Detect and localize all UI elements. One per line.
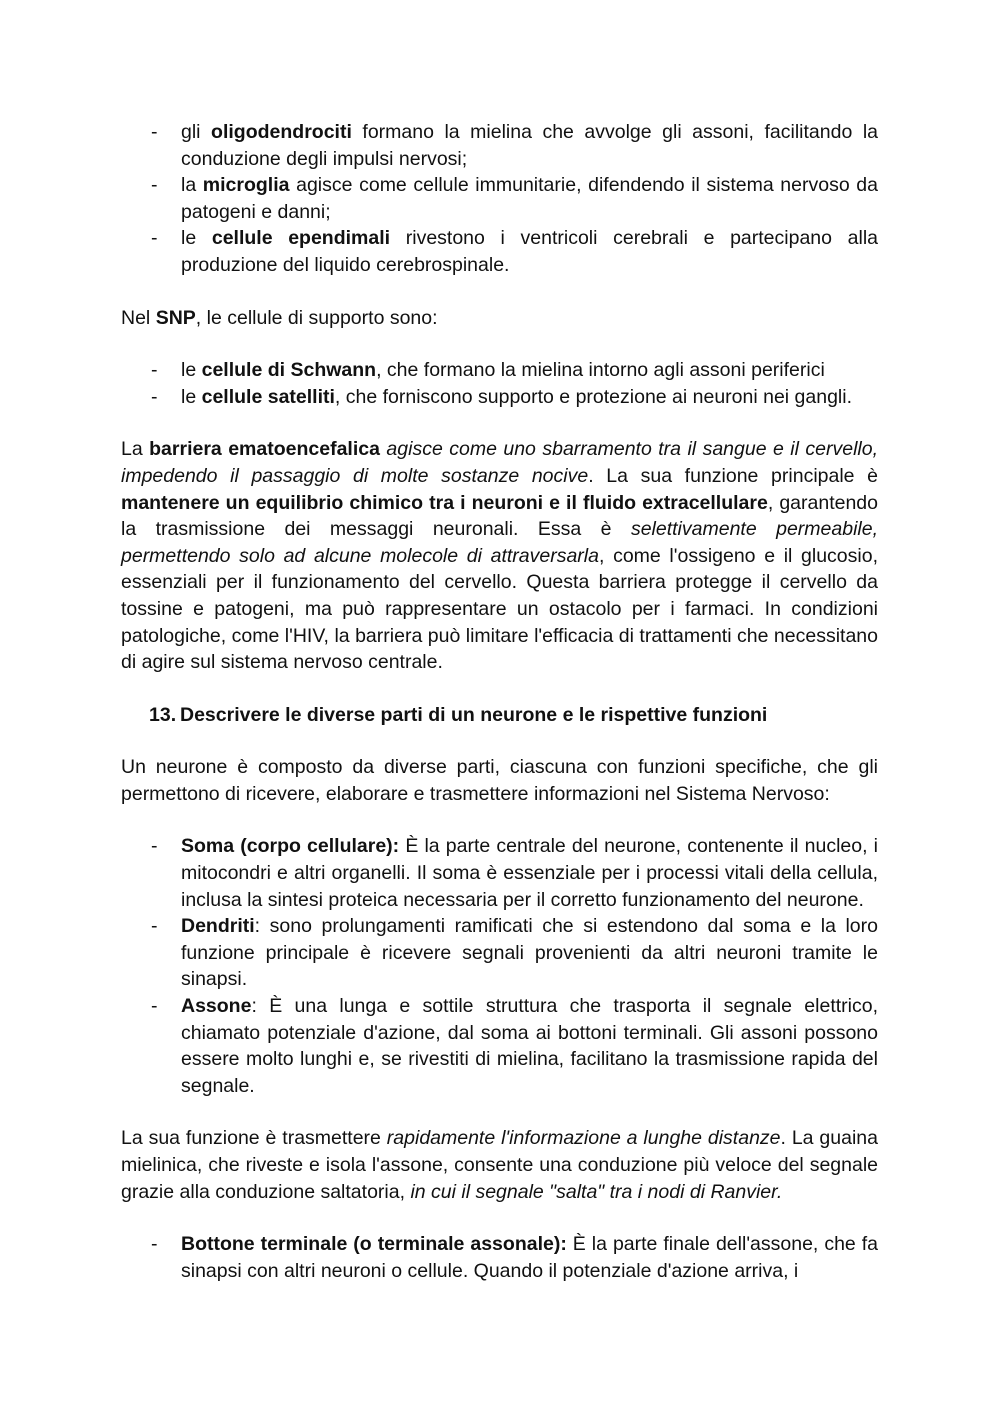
list-item: - gli oligodendrociti formano la mielina che avvolge gli assoni, facilitando la conduzione degli impulsi nervosi; — [121, 119, 878, 172]
list-item: - le cellule di Schwann, che formano la mielina intorno agli assoni periferici — [121, 357, 878, 384]
list-item: - la microglia agisce come cellule immunitarie, difendendo il sistema nervoso da patogeni e danni; — [121, 172, 878, 225]
neuron-intro-paragraph: Un neurone è composto da diverse parti, ciascuna con funzioni specifiche, che gli permettono di ricevere, elaborare e trasmettere informazioni nel Sistema Nervoso: — [121, 756, 878, 805]
list-item: - le cellule ependimali rivestono i ventricoli cerebrali e partecipano alla produzione del liquido cerebrospinale. — [121, 225, 878, 278]
list-item: - Assone: È una lunga e sottile struttura che trasporta il segnale elettrico, chiamato potenziale d'azione, dal soma ai bottoni terminali. Gli assoni possono essere molto lunghi e, se rivestiti di mielina, facilitano la trasmissione rapida del segnale. — [121, 993, 878, 1099]
list-item: - Bottone terminale (o terminale assonale): È la parte finale dell'assone, che fa sinapsi con altri neuroni o cellule. Quando il potenziale d'azione arriva, i — [121, 1231, 878, 1284]
list-item: - Dendriti: sono prolungamenti ramificati che si estendono dal soma e la loro funzione principale è ricevere segnali provenienti da altri neuroni tramite le sinapsi. — [121, 913, 878, 993]
neuron-parts-list — [121, 833, 878, 1099]
blood-brain-barrier-paragraph: La barriera ematoencefalica agisce come uno sbarramento tra il sangue e il cervello, impedendo il passaggio di molte sostanze nocive. La sua funzione principale è mantenere un equilibrio chimico tra i neuroni e il fluido extracellulare, garantendo la trasmissione dei messaggi neuronali. Essa è selettivamente permeabile, permettendo solo ad alcune molecole di attraversarla, come l'ossigeno e il glucosio, essenziali per il funzionamento del cervello. Questa barriera protegge il cervello da tossine e patogeni, ma può rappresentare un ostacolo per i farmaci. In condizioni patologiche, come l'HIV, la barriera può limitare l'efficacia di trattamenti che necessitano di agire sul sistema nervoso centrale. — [121, 438, 879, 674]
list-item: - Soma (corpo cellulare): È la parte centrale del neurone, contenente il nucleo, i mitocondri e altri organelli. Il soma è essenziale per i processi vitali della cellula, inclusa la sintesi proteica necessaria per il corretto funzionamento del neurone. — [121, 833, 878, 913]
section-number: 13. — [149, 703, 177, 726]
glia-snp-list — [121, 357, 878, 410]
list-item: - le cellule satelliti, che forniscono supporto e protezione ai neuroni nei gangli. — [121, 384, 878, 411]
snp-intro-paragraph: Nel SNP, le cellule di supporto sono: — [121, 306, 438, 329]
document-page — [121, 119, 878, 1284]
axon-function-paragraph: La sua funzione è trasmettere rapidamente l'informazione a lunghe distanze. La guaina mielinica, che riveste e isola l'assone, consente una conduzione più veloce del segnale grazie alla conduzione saltatoria, in cui il segnale "salta" tra i nodi di Ranvier. — [121, 1127, 878, 1203]
section-heading — [121, 702, 878, 729]
glia-cns-list — [121, 119, 878, 279]
terminal-list — [121, 1231, 878, 1284]
section-title: Descrivere le diverse parti di un neurone e le rispettive funzioni — [180, 703, 768, 726]
